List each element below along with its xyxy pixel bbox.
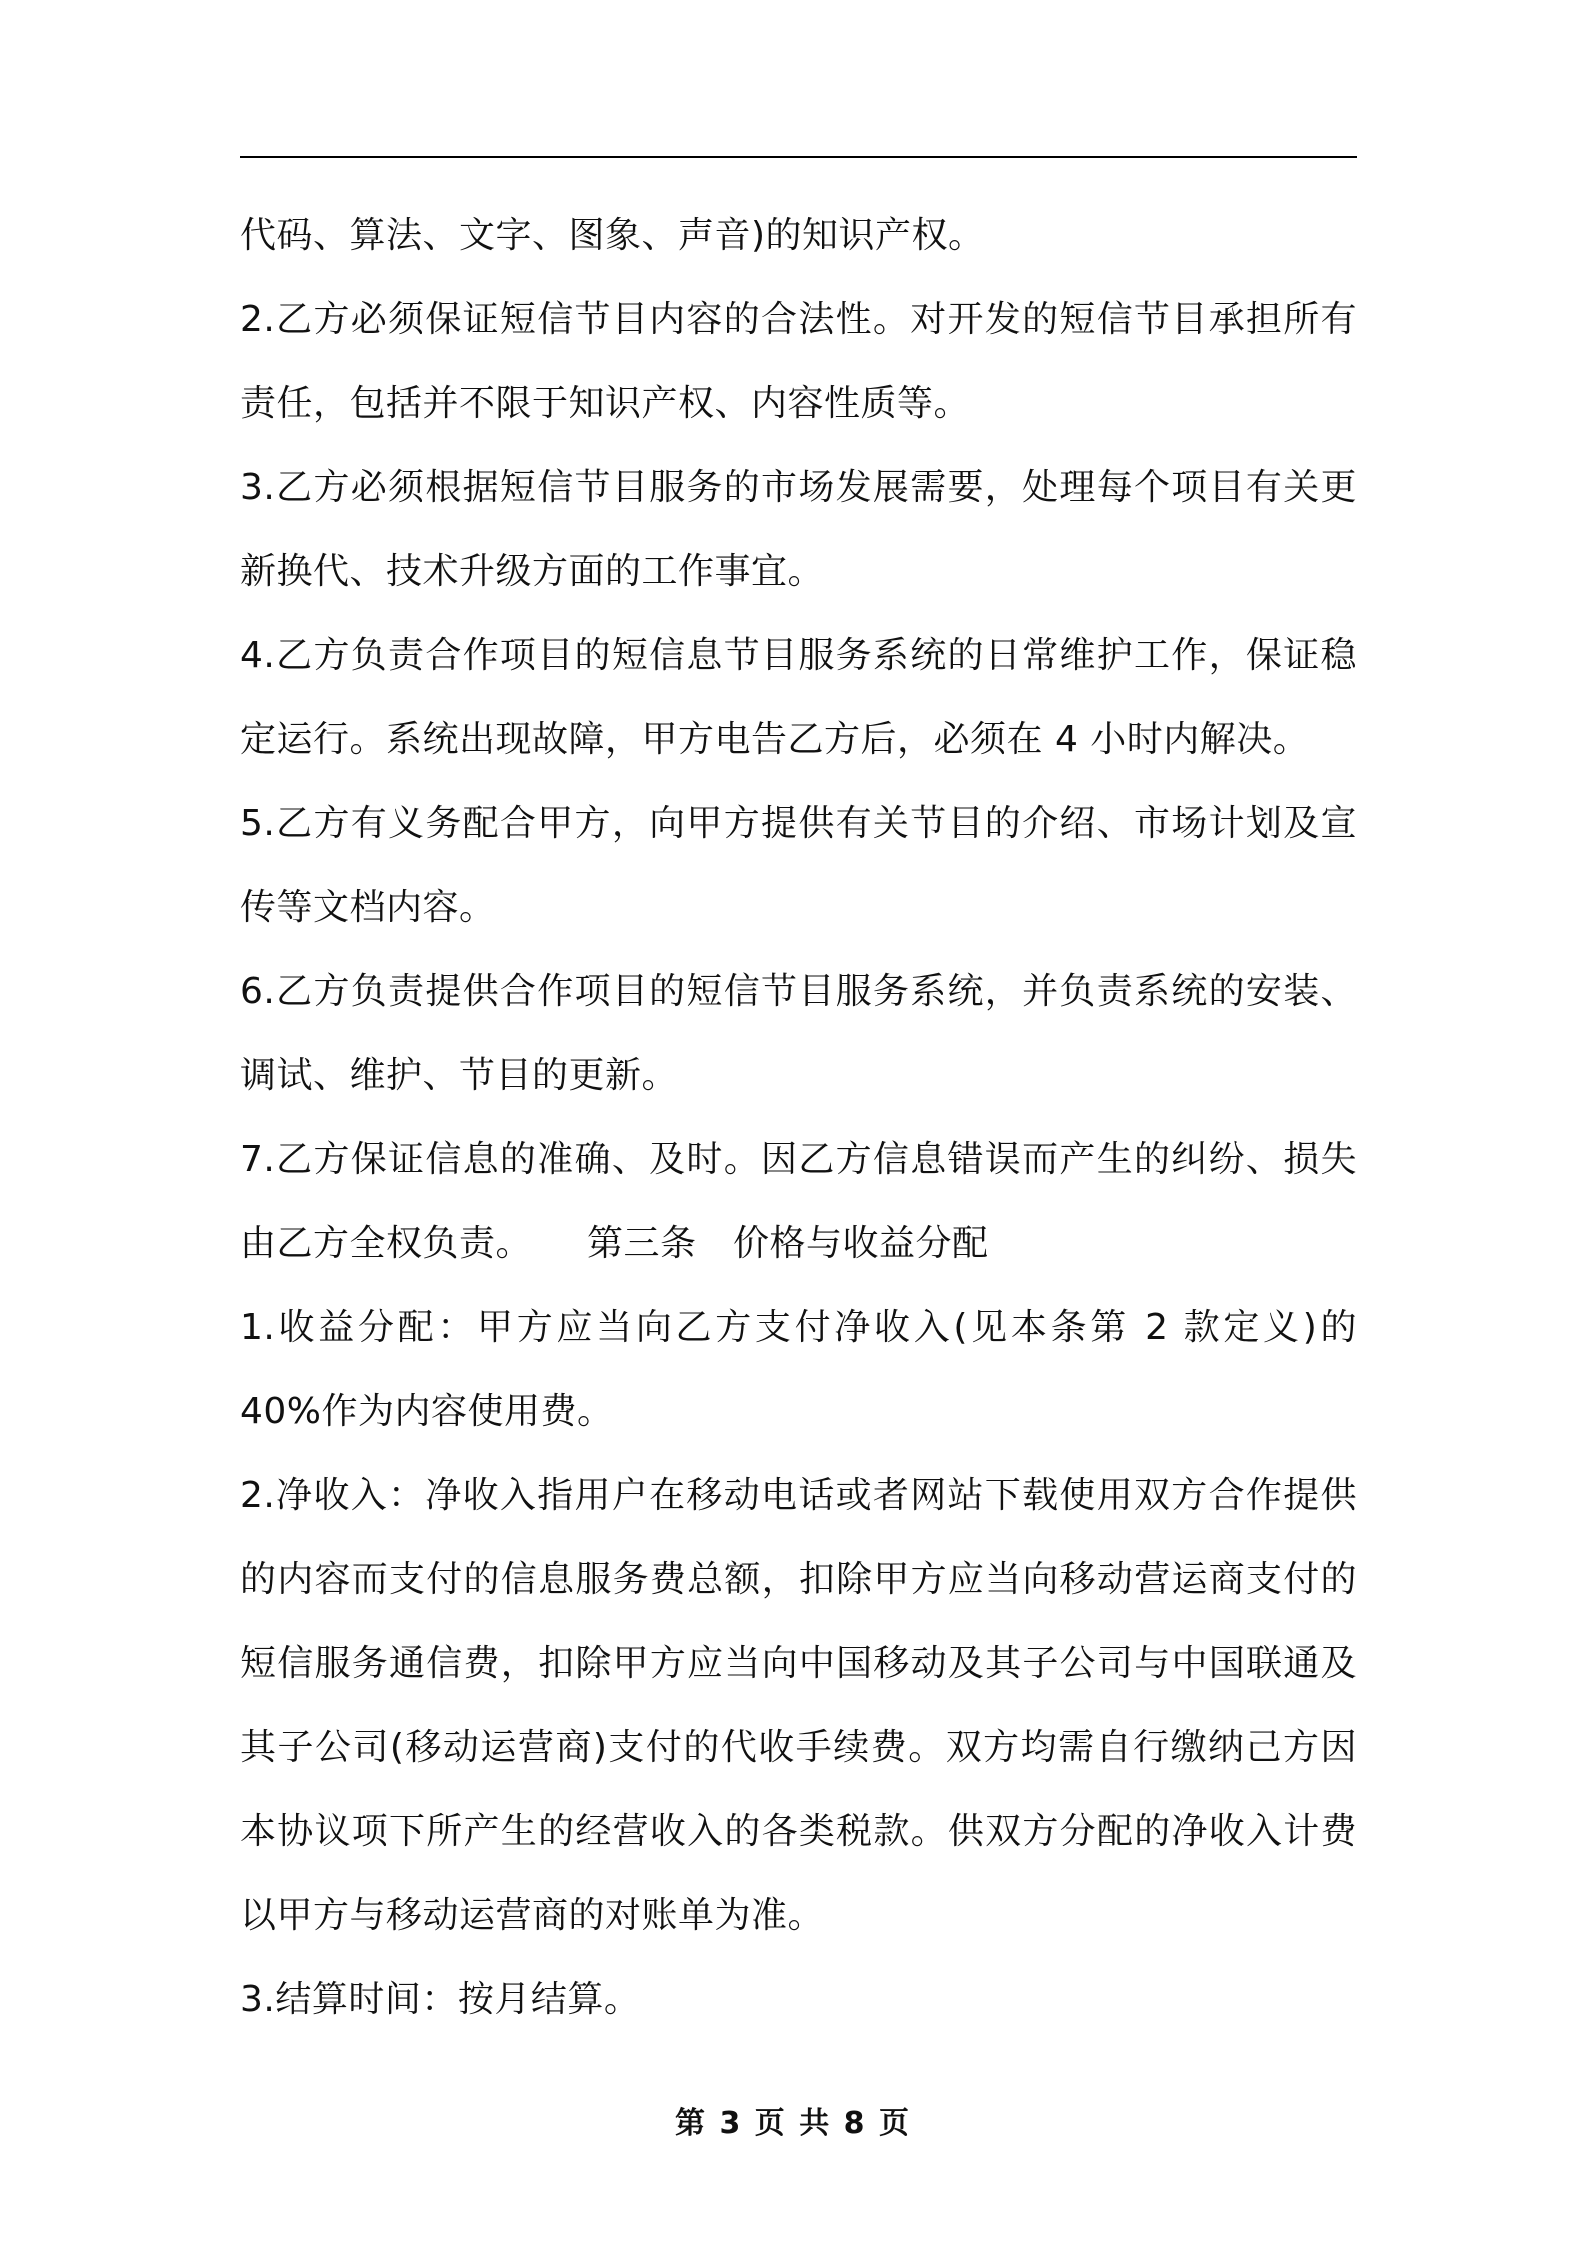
body-text xyxy=(240,194,1357,2042)
header-rule xyxy=(240,156,1357,158)
paragraph-settlement-time: 3.结算时间：按月结算。 xyxy=(240,1979,641,2020)
paragraph-ip-continued: 代码、算法、文字、图象、声音)的知识产权。 xyxy=(240,215,985,256)
page-number-footer: 第 3 页 共 8 页 xyxy=(675,2106,911,2141)
paragraph-clause-4: 4.乙方负责合作项目的短信息节目服务系统的日常维护工作，保证稳定运行。系统出现故障，甲方电告乙方后，必须在 4 小时内解决。 xyxy=(240,635,1357,760)
paragraph-clause-7: 7.乙方保证信息的准确、及时。因乙方信息错误而产生的纠纷、损失由乙方全权负责。 第三条 价格与收益分配 xyxy=(240,1139,1357,1264)
paragraph-net-income: 2.净收入：净收入指用户在移动电话或者网站下载使用双方合作提供的内容而支付的信息服务费总额，扣除甲方应当向移动营运商支付的短信服务通信费，扣除甲方应当向中国移动及其子公司与中国联通及其子公司(移动运营商)支付的代收手续费。双方均需自行缴纳己方因本协议项下所产生的经营收入的各类税款。供双方分配的净收入计费以甲方与移动运营商的对账单为准。 xyxy=(240,1475,1357,1936)
paragraph-revenue-sharing: 1.收益分配：甲方应当向乙方支付净收入(见本条第 2 款定义)的 40%作为内容使用费。 xyxy=(240,1307,1357,1432)
paragraph-clause-3: 3.乙方必须根据短信节目服务的市场发展需要，处理每个项目有关更新换代、技术升级方面的工作事宜。 xyxy=(240,467,1357,592)
paragraph-clause-5: 5.乙方有义务配合甲方，向甲方提供有关节目的介绍、市场计划及宣传等文档内容。 xyxy=(240,803,1357,928)
paragraph-clause-6: 6.乙方负责提供合作项目的短信节目服务系统，并负责系统的安装、调试、维护、节目的更新。 xyxy=(240,971,1357,1096)
paragraph-clause-2: 2.乙方必须保证短信节目内容的合法性。对开发的短信节目承担所有责任，包括并不限于知识产权、内容性质等。 xyxy=(240,299,1357,424)
